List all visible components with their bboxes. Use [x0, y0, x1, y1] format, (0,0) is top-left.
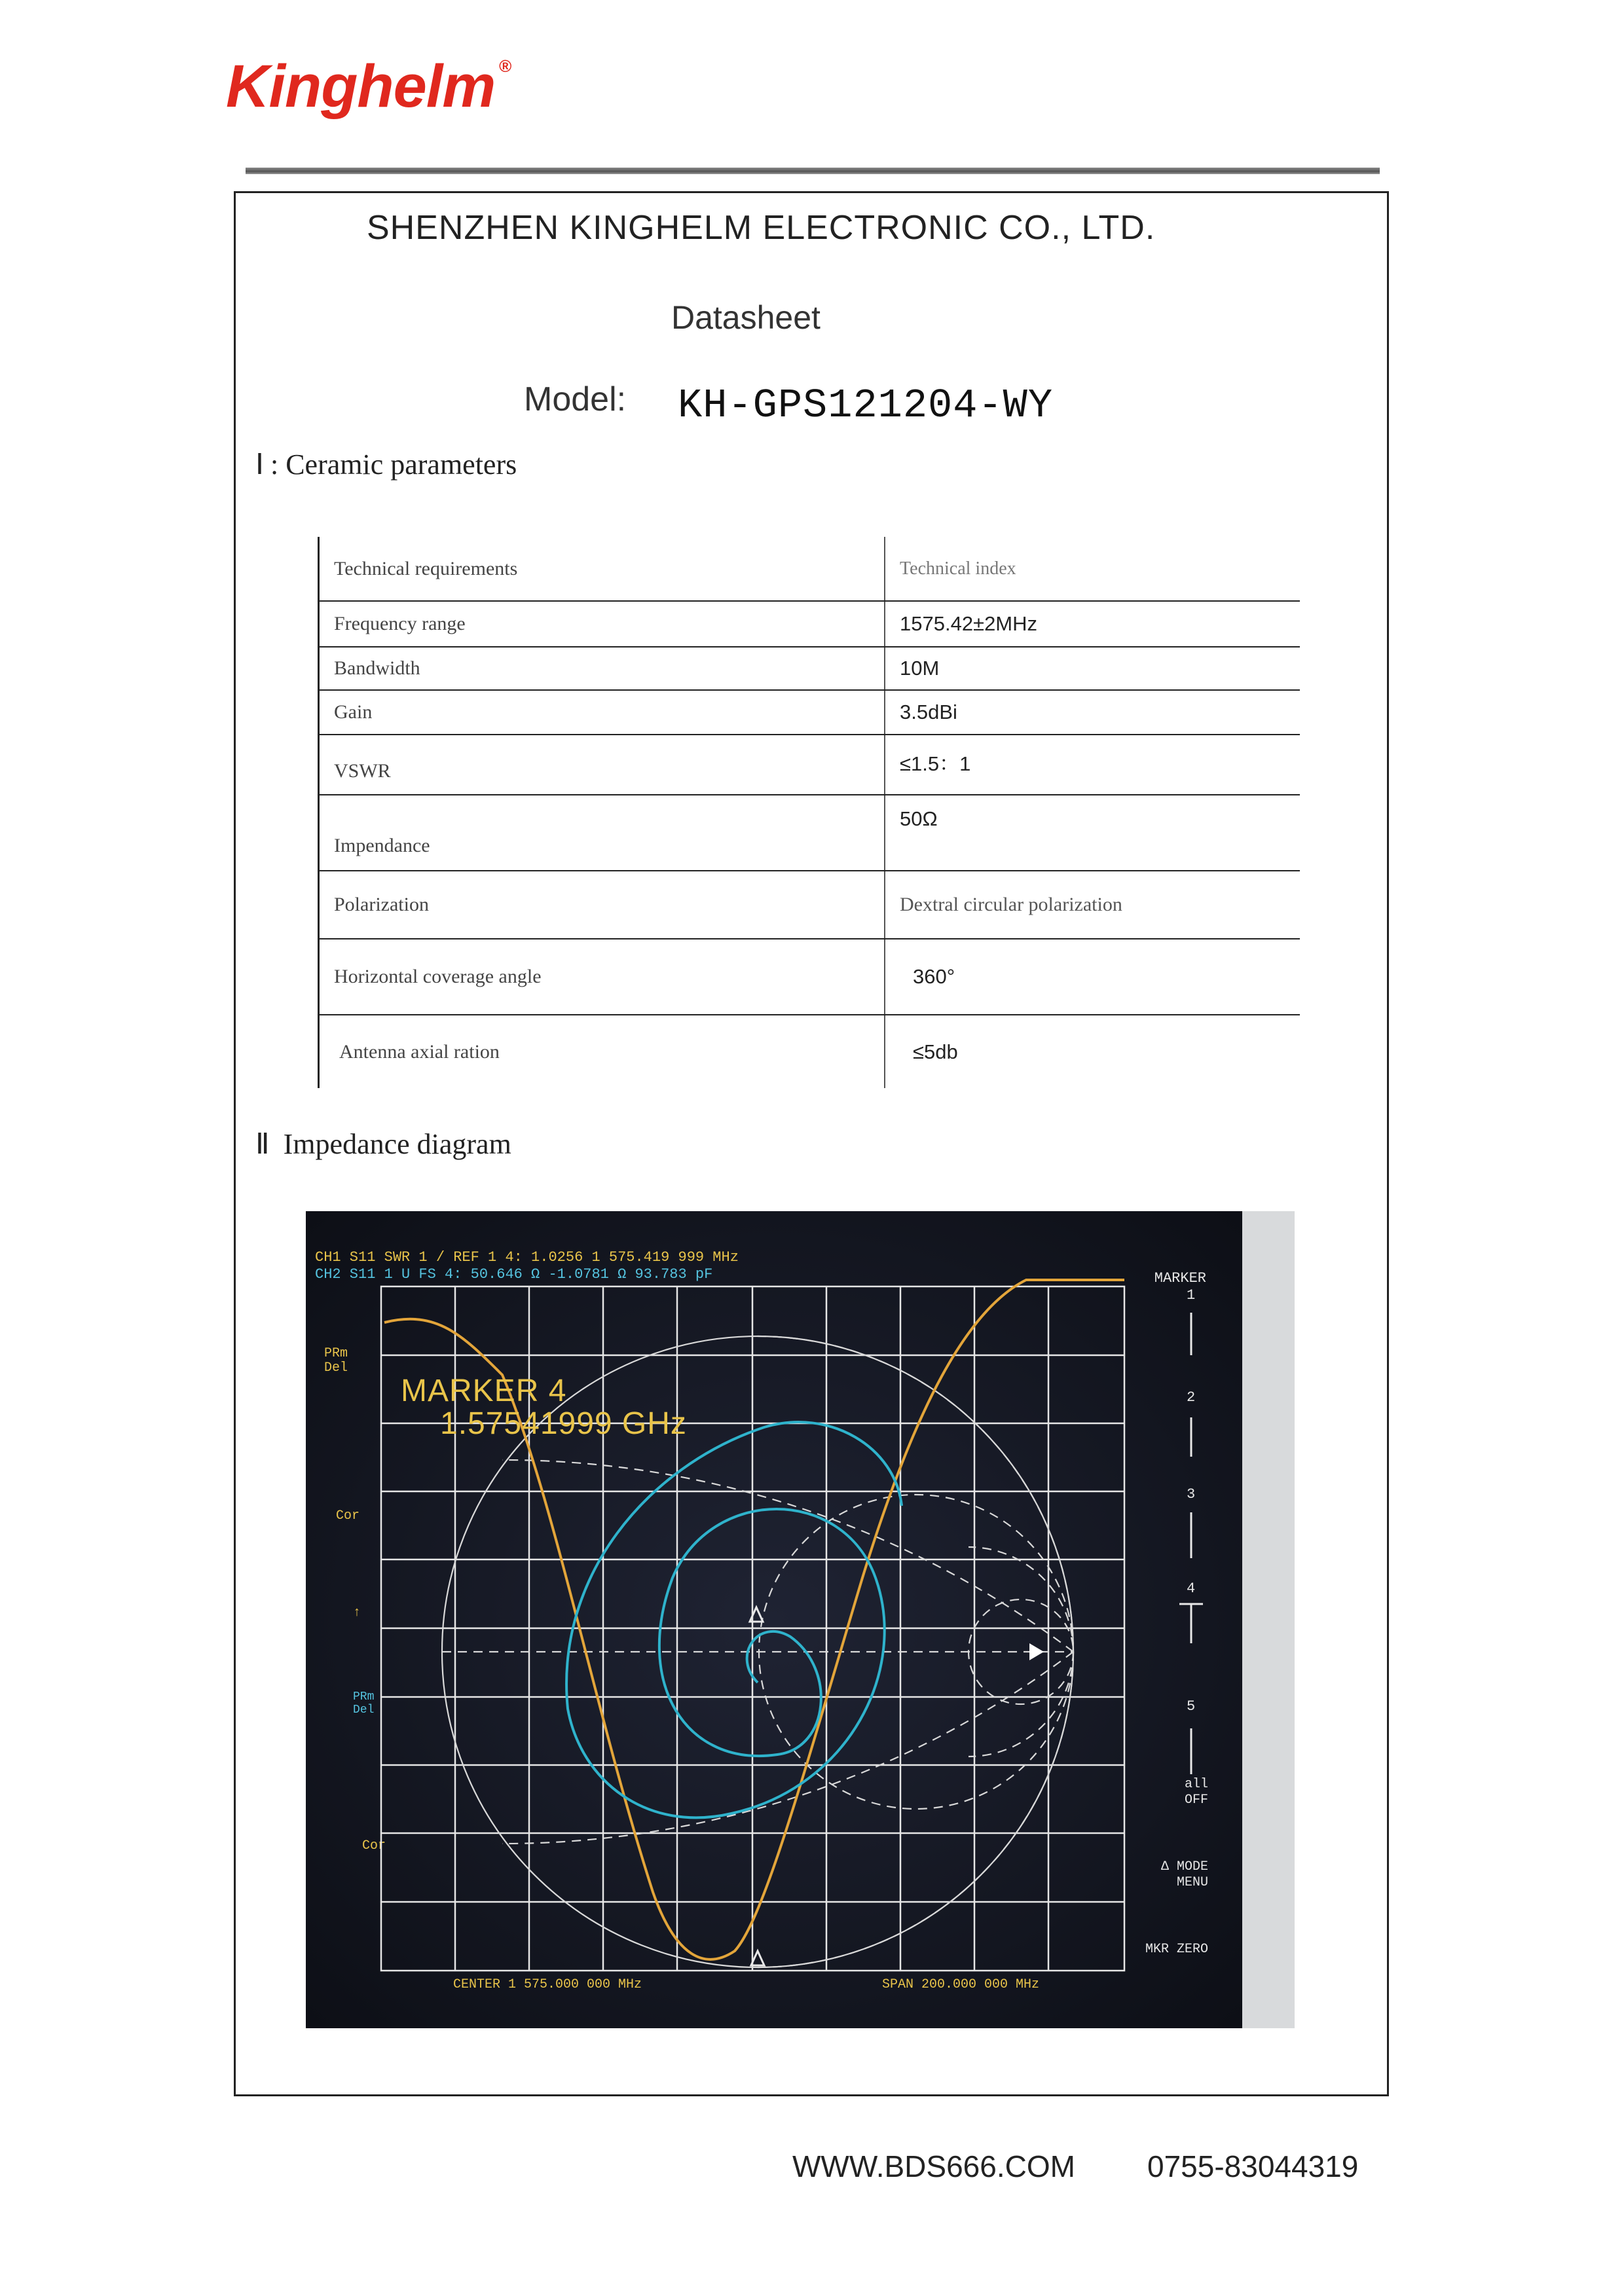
softkey-1: 1	[1187, 1287, 1196, 1303]
param-value: 50Ω	[885, 795, 1300, 871]
network-analyzer-screen	[306, 1211, 1295, 2028]
param-label: Polarization	[319, 871, 885, 939]
section-number: Ⅱ	[255, 1128, 270, 1160]
param-value: 10M	[885, 647, 1300, 690]
softkey-off: OFF	[1184, 1793, 1208, 1808]
param-label: Horizontal coverage angle	[319, 939, 885, 1015]
marker-frequency: 1.57541999 GHz	[440, 1406, 687, 1441]
left-label: Cor	[336, 1508, 360, 1523]
section-ceramic-parameters	[255, 448, 517, 481]
frequency-span: SPAN 200.000 000 MHz	[882, 1977, 1040, 1992]
model-label: Model:	[524, 380, 627, 418]
screen-background	[306, 1211, 1242, 2028]
bezel-edge	[1242, 1211, 1295, 2028]
impedance-diagram-photo	[306, 1211, 1295, 2028]
table-row	[319, 795, 1301, 871]
param-value: 3.5dBi	[885, 690, 1300, 735]
table-row	[319, 1015, 1301, 1088]
section-title: Impedance diagram	[283, 1128, 511, 1160]
document-type: Datasheet	[671, 299, 821, 336]
param-value: 360°	[885, 939, 1300, 1015]
left-label: PRm	[324, 1346, 348, 1361]
footer-website: WWW.BDS666.COM	[792, 2149, 1075, 2183]
param-value: ≤1.5：1	[885, 735, 1300, 795]
table-row	[319, 647, 1301, 690]
param-value: ≤5db	[913, 1040, 958, 1063]
softkey-menu: MENU	[1176, 1875, 1208, 1890]
left-label: Del	[324, 1360, 348, 1376]
marker-title: MARKER 4	[401, 1374, 567, 1408]
section-title: : Ceramic parameters	[270, 448, 517, 481]
softkey-all: all	[1184, 1777, 1208, 1792]
scope-header-line-1: CH1 S11 SWR 1 / REF 1 4: 1.0256 1 575.419 999 MHz	[315, 1249, 739, 1266]
param-label: Impendance	[319, 795, 885, 871]
section-number: Ⅰ	[255, 448, 264, 481]
param-label: Gain	[319, 690, 885, 735]
center-frequency: CENTER 1 575.000 000 MHz	[453, 1977, 642, 1992]
table-header-row	[319, 537, 1301, 601]
softkey-marker: MARKER	[1154, 1270, 1206, 1286]
param-value: Dextral circular polarization	[885, 871, 1300, 939]
left-label: PRm	[353, 1690, 375, 1704]
footer-phone: 0755-83044319	[1147, 2149, 1359, 2183]
header-technical-requirements: Technical requirements	[319, 537, 885, 601]
header-rule	[246, 168, 1380, 174]
left-label: ↑	[353, 1605, 361, 1620]
kinghelm-logo: Kinghelm ®	[226, 53, 511, 120]
softkey-3: 3	[1187, 1486, 1196, 1503]
header-technical-index: Technical index	[885, 537, 1300, 601]
company-name: SHENZHEN KINGHELM ELECTRONIC CO., LTD.	[367, 209, 1156, 247]
left-label: Cor	[362, 1838, 386, 1853]
parameters-table	[318, 537, 1300, 1088]
softkey-5: 5	[1187, 1698, 1196, 1715]
softkey-marker-zero: MKR ZERO	[1145, 1942, 1208, 1957]
left-label: Del	[353, 1704, 375, 1717]
scope-header-line-2: CH2 S11 1 U FS 4: 50.646 Ω -1.0781 Ω 93.783 pF	[315, 1266, 713, 1283]
param-label: Antenna axial ration	[319, 1015, 885, 1088]
softkey-2: 2	[1187, 1389, 1196, 1406]
softkey-4: 4	[1187, 1580, 1196, 1597]
softkey-delta-mode: Δ MODE	[1160, 1859, 1208, 1874]
param-label: VSWR	[319, 735, 885, 795]
table-row	[319, 939, 1301, 1015]
table-row	[319, 871, 1301, 939]
table-row	[319, 601, 1301, 647]
param-value: 1575.42±2MHz	[885, 601, 1300, 647]
param-label: Frequency range	[319, 601, 885, 647]
table-row	[319, 690, 1301, 735]
table-row	[319, 735, 1301, 795]
model-value: KH-GPS121204-WY	[678, 382, 1054, 429]
param-label: Bandwidth	[319, 647, 885, 690]
section-impedance-diagram	[255, 1127, 511, 1161]
